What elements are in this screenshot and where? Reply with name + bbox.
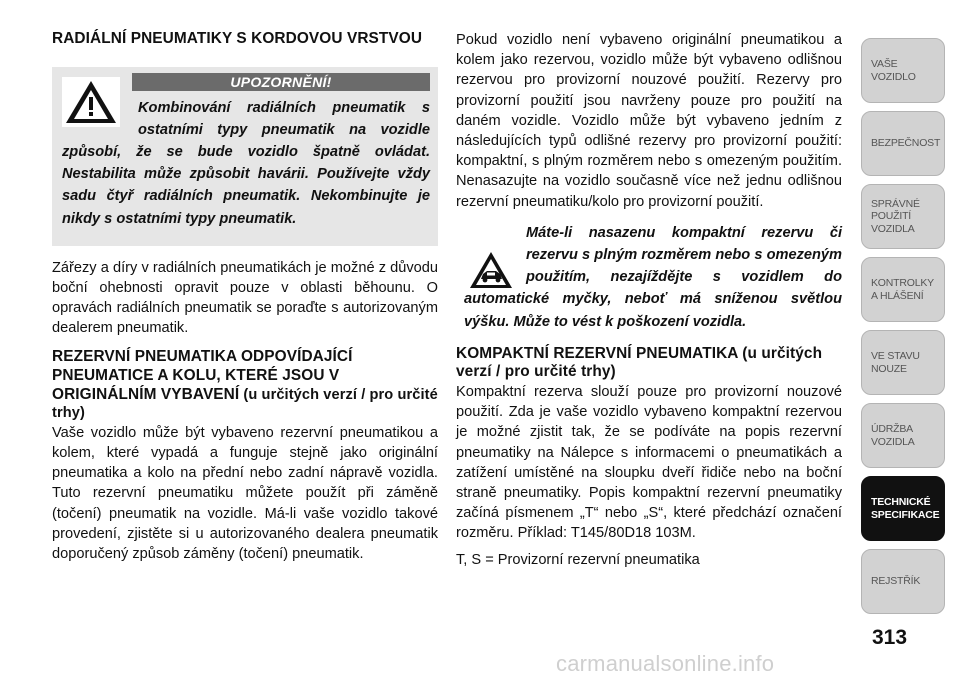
watermark: carmanualsonline.info [556, 651, 775, 676]
paragraph-compact-spare: Kompaktní rezerva slouží pouze pro provizorní nouzové použití. Zda je vaše vozidlo vybaveno kompaktní rezervou je možné zjistit tak, že se podíváte na popis rezervní pneumatiky na Nálepce s informacemi o pneumatikách a zatížení umístěné na sloupku dveří řidiče nebo na boční straně pneumatiky. Popis kompaktní rezervní pneumatiky začíná písmenem „T“ nebo „S“, které předchází označení rozměru. Příklad: T145/80D18 103M. [456, 384, 842, 542]
tab-udrzba-vozidla[interactable]: ÚDRŽBA VOZIDLA [861, 403, 945, 468]
tab-ve-stavu-nouze[interactable]: VE STAVU NOUZE [861, 330, 945, 395]
tab-technicke-specifikace[interactable]: TECHNICKÉ SPECIFIKACE [861, 476, 945, 541]
paragraph-radial-repair: Zářezy a díry v radiálních pneumatikách je možné z důvodu boční ohebnosti opravit pouze v oblasti běhounu. O opravách radiálních pneumatik se poraďte s autorizovaným dealerem pneumatik. [52, 259, 438, 337]
paragraph-matching-spare: Vaše vozidlo může být vybaveno rezervní pneumatikou a kolem, které vypadá a funguje stejně jako originální pneumatika a kolo na přední nebo zadní nápravě vozidla. Tuto rezervní pneumatiku můžete použít při záměně (točení) pneumatik na vozidle. Má-li vaše vozidlo takové provedení, zjistěte si u autorizovaného dealera pneumatik doporučený způsob záměny (točení) pneumatik. [52, 424, 438, 562]
tab-vase-vozidlo[interactable]: VAŠE VOZIDLO [861, 38, 945, 103]
car-wash-note [456, 222, 842, 333]
car-warning-triangle-icon [468, 250, 514, 290]
warning-triangle-icon [62, 77, 120, 127]
car-wash-note-text: Máte-li nasazenu kompaktní rezervu či rezervu s plným rozměrem nebo s omezeným použitím, nezajíždějte s vozidlem do automatické myčky, neboť má sníženou světlou výšku. Může to vést k poškození vozidla. [464, 224, 842, 330]
chapter-tabs [861, 38, 945, 622]
tab-bezpecnost[interactable]: BEZPEČNOST [861, 111, 945, 176]
tab-kontrolky-a-hlaseni[interactable]: KONTROLKY A HLÁŠENÍ [861, 257, 945, 322]
left-column [52, 30, 438, 564]
page-number: 313 [872, 626, 908, 649]
heading-main: REZERVNÍ PNEUMATIKA ODPOVÍDAJÍCÍ PNEUMATICE A KOLU, KTERÉ JSOU V ORIGINÁLNÍM VYBAVENÍ [52, 348, 353, 403]
tab-rejstrik[interactable]: REJSTŘÍK [861, 549, 945, 614]
paragraph-ts-definition: T, S = Provizorní rezervní pneumatika [456, 551, 700, 568]
paragraph-temporary-spare: Pokud vozidlo není vybaveno originální pneumatikou a kolem jako rezervou, vozidlo může být vybaveno odlišnou rezervou pro provizorní nouzové použití. Rezervy pro provizorní použití jsou navrženy pouze pro použití na daném vozidle. Vozidlo může být vybaveno jedním z následujících typů odlišné rezervy pro provizorní použití: kompaktní, s plným rozměrem nebo s omezeným použitím. Nenasazujte na vozidlo současně více než jednu odlišnou rezervní pneumatiku/kolo pro provizorní použití. [456, 32, 842, 210]
warning-text: Kombinování radiálních pneumatik s ostatními typy pneumatik na vozidle způsobí, že se bude vozidlo špatně ovládat. Nestabilita může způsobit havárii. Používejte vždy sadu čtyř radiálních pneumatik. Nekombinujte je nikdy s ostatními typy pneumatik. [62, 99, 430, 227]
right-column [456, 30, 842, 570]
heading-sub: (u určitých verzí / pro určité trhy) [52, 386, 438, 422]
tab-spravne-pouziti-vozidla[interactable]: SPRÁVNÉ POUŽITÍ VOZIDLA [861, 184, 945, 249]
warning-box [52, 67, 438, 246]
section-heading-compact-spare: KOMPAKTNÍ REZERVNÍ PNEUMATIKA (u určitých verzí / pro určité trhy) [456, 344, 823, 381]
warning-title: UPOZORNĚNÍ! [132, 73, 430, 91]
section-heading-matching-spare [52, 348, 438, 422]
section-heading-radial-tires: RADIÁLNÍ PNEUMATIKY S KORDOVOU VRSTVOU [52, 30, 423, 47]
